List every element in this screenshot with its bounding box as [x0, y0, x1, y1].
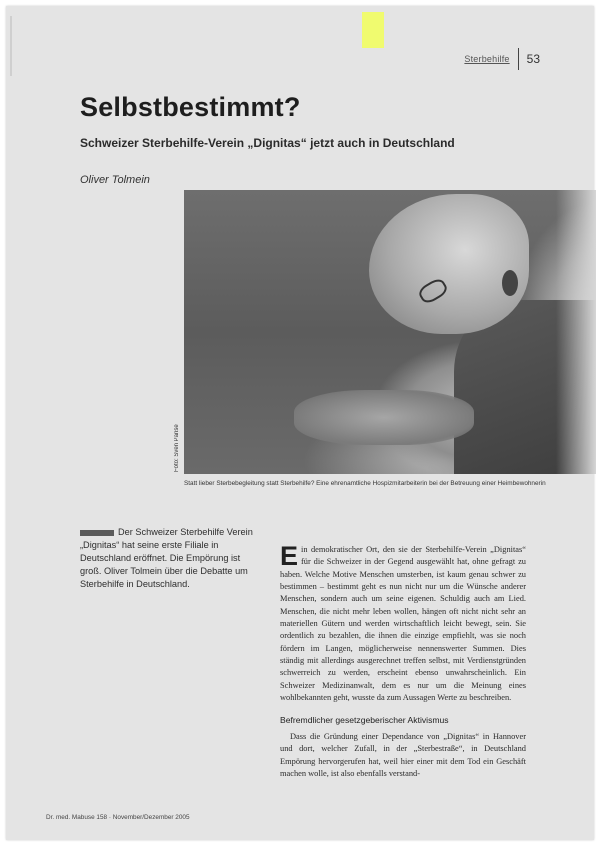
photo-ear-shape: [502, 270, 518, 296]
article-title: Selbstbestimmt?: [80, 92, 301, 122]
lead-marker-bar: [80, 530, 114, 536]
scan-edge: [10, 16, 12, 76]
article-author: Oliver Tolmein: [80, 174, 150, 186]
photo-hands-shape: [294, 390, 474, 445]
page-footer: Dr. med. Mabuse 158 · November/Dezember 2005: [46, 814, 190, 821]
lead-paragraph: [80, 526, 260, 591]
page-number: 53: [526, 52, 540, 66]
highlighter-mark: [362, 12, 384, 48]
body-subheading: Befremdlicher gesetzgeberischer Aktivismus: [280, 715, 449, 726]
body-paragraph-2: Dass die Gründung einer Dependance von „Dignitas“ in Hannover und dort, welcher Zufall, in der „Sterbestraße“, in Deutschland Empörung hervorgerufen hat, weil hier einer mit dem Tod ein Geschäft machen wolle, ist also ebenfalls verstand-: [280, 731, 526, 778]
running-head: [464, 48, 540, 70]
photo-head-shape: [369, 194, 529, 334]
running-head-section: Sterbehilfe: [464, 54, 510, 64]
drop-cap: E: [280, 541, 299, 571]
body-paragraph-1: Ein demokratischer Ort, den sie der Sterbehilfe-Verein „Dignitas“ für die Schweizer in der Gegend ausgewählt hat, ohne gefragt zu haben. Welche Motive Menschen umsterben, ist kaum genau schwer zu bestimmen – bestimmt geht es nun nicht nur um die Wünsche anderer Menschen, sondern auch um seine eigenen. Schuldig auch am Lied. Menschen, die nicht mehr leben wollen, hängen oft nicht nicht sehr an materiellen Gütern und werden wirtschaftlich leicht bewegt, sein. Sie ordentlich zu bezahlen, die ihnen die einzige empfiehlt, was sie noch fördern im Langen, möglicherweise nennenswerter Summen. Dies ständig mit allerdings ausgerechnet treffen selbst, mit Verdienstgründen schwerreich zu werden, erscheint ebenso unwahrscheinlich. Ein Schweizer Medizinanwalt, dem es nur um die Meinung eines wohlbekannten geht, wusste da zum Aussagen Werte zu beschreiben.: [280, 541, 526, 703]
lead-text: Der Schweizer Sterbehilfe Verein „Dignitas“ hat seine erste Filiale in Deutschland eröffnet. Die Empörung ist groß. Oliver Tolmein über die Debatte um Sterbehilfe in Deutschland.: [80, 527, 253, 589]
body-column: [280, 541, 526, 780]
running-head-divider: [518, 48, 519, 70]
article-photo: [184, 190, 596, 474]
photo-credit: Foto: Sven Panse: [174, 424, 180, 472]
photo-light-edge: [556, 190, 596, 474]
photo-caption: Statt lieber Sterbebegleitung statt Sterbehilfe? Eine ehrenamtliche Hospizmitarbeiterin bei der Betreuung einer Heimbewohnerin: [184, 480, 546, 487]
article-subtitle: Schweizer Sterbehilfe-Verein „Dignitas“ jetzt auch in Deutschland: [80, 136, 455, 150]
scanned-page: [6, 6, 594, 840]
